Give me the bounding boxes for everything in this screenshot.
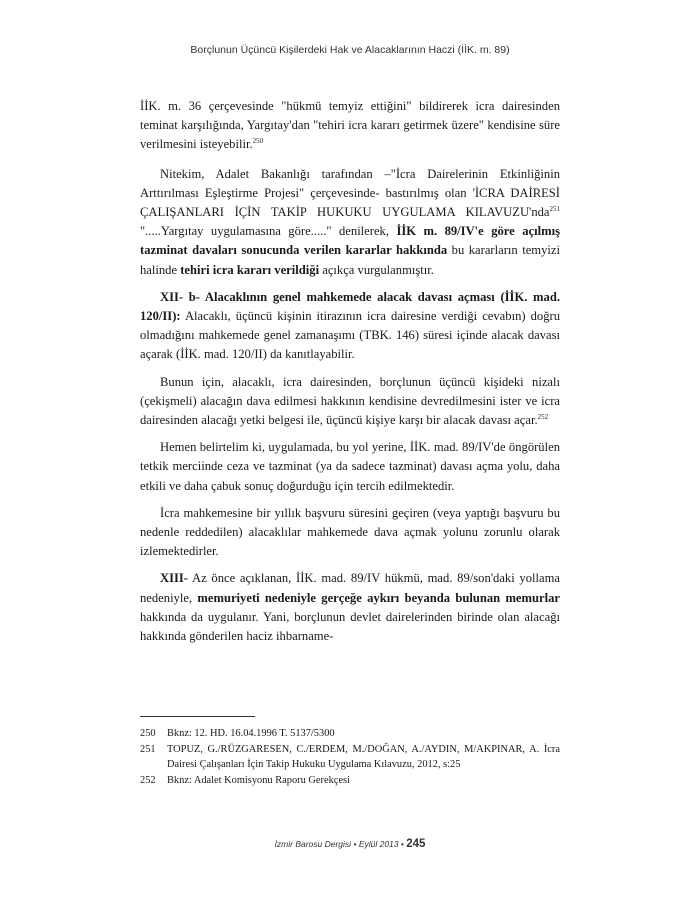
footnote-number: 250	[140, 728, 156, 739]
footnote-250	[140, 726, 560, 742]
bold-text: İİK m. 89/IV'e göre açılmış tazminat davaları sonucunda verilen kararlar hakkında	[140, 224, 560, 258]
footnote-ref[interactable]: 252	[537, 413, 549, 422]
footer-separator: •	[353, 839, 357, 849]
paragraph-4	[140, 373, 560, 431]
running-footer	[0, 838, 700, 850]
paragraph-7	[140, 569, 560, 646]
paragraph-text: İcra mahkemesine bir yıllık başvuru süresini geçiren (veya yaptığı başvuru bu nedenle reddedilen) alacaklılar mahkemede dava açmak yolunu zorunlu olarak izlemektedirler.	[140, 505, 560, 559]
paragraph-text: Bunun için, alacaklı, icra dairesinden, borçlunun üçüncü kişideki nizalı (çekişmeli) alacağın dava edilmesi hakkının kendisine devredilmesini ister ve icra dairesinden alacağı yetki belgesi ile, üçüncü kişiye karşı bir alacak davası açar.	[140, 374, 560, 428]
footnote-number: 251	[140, 743, 156, 755]
footnotes	[140, 726, 560, 788]
bold-text: memuriyeti nedeniyle gerçeğe aykırı beyanda bulunan memurlar	[197, 590, 560, 605]
footnote-text: Bknz: 12. HD. 16.04.1996 T. 5137/5300	[167, 728, 335, 739]
paragraph-text: hakkında da uygulanır. Yani, borçlunun devlet dairelerinden birinde olan alacağı hakkında gönderilen haciz ihbarname-	[140, 609, 560, 644]
footnote-251	[140, 742, 560, 773]
page-number: 245	[406, 838, 426, 850]
footnote-ref[interactable]: 250	[252, 137, 264, 146]
footnote-ref[interactable]: 251	[549, 205, 560, 214]
paragraph-text: Nitekim, Adalet Bakanlığı tarafından –"İcra Dairelerinin Etkinliğinin Arttırılması Eşleştirme Projesi" çerçevesinde- bastırılmış olan 'İCRA DAİRESİ ÇALIŞANLARI İÇİN TAKİP HUKUKU UYGULAMA KILAVUZU'nda	[140, 166, 560, 220]
body-text	[140, 97, 560, 654]
running-header: Borçlunun Üçüncü Kişilerdeki Hak ve Alacaklarının Haczi (İİK. m. 89)	[190, 44, 510, 56]
footer-separator: •	[400, 839, 404, 849]
journal-name: İzmir Barosu Dergisi	[274, 839, 352, 849]
paragraph-5	[140, 438, 560, 496]
paragraph-3	[140, 288, 560, 365]
paragraph-text: ".....Yargıtay uygulamasına göre....." denilerek,	[140, 224, 397, 239]
section-heading: XII- b- Alacaklının genel mahkemede alacak davası açması (İİK. mad. 120/II):	[140, 289, 560, 324]
paragraph-text: İİK. m. 36 çerçevesinde "hükmü temyiz ettiğini" bildirerek icra dairesinden teminat karşılığında, Yargıtay'dan "tehiri icra kararı getirmek üzere" kendisine süre verilmesini isteyebilir.	[140, 99, 560, 152]
bold-text: tehiri icra kararı verildiği	[180, 262, 320, 277]
footnote-text: Bknz: Adalet Komisyonu Raporu Gerekçesi	[167, 774, 350, 786]
footnote-number: 252	[140, 774, 156, 786]
footnote-divider	[140, 716, 255, 717]
paragraph-text: açıkça vurgulanmıştır.	[319, 262, 434, 277]
paragraph-text: Hemen belirtelim ki, uygulamada, bu yol yerine, İİK. mad. 89/IV'de öngörülen tetkik merciinde ceza ve tazminat (ya da sadece tazminat) davası açma yolu, daha etkili ve daha çabuk sonuç doğurduğu için tercih edilmektedir.	[140, 440, 560, 493]
section-heading: XIII-	[160, 571, 188, 586]
paragraph-text: Alacaklı, üçüncü kişinin itirazının icra dairesine verdiği cevabın) doğru olmadığını mahkemede genel zamanaşımı (TBK. 146) süresi içinde alacak davası açarak (İİK. mad. 120/II) da kanıtlayabilir.	[140, 309, 560, 362]
footnote-252	[140, 773, 560, 789]
paragraph-6	[140, 504, 560, 562]
paragraph-1	[140, 97, 560, 155]
issue-date: Eylül 2013	[358, 839, 399, 849]
paragraph-2	[140, 165, 560, 280]
footnote-text: TOPUZ, G./RÜZGARESEN, C./ERDEM, M./DOĞAN, A./AYDIN, M/AKPINAR, A. İcra Dairesi Çalışanları İçin Takip Hukuku Uygulama Kılavuzu, 2012, s:25	[167, 743, 560, 771]
paragraph-text: Az önce açıklanan, İİK. mad. 89/IV hükmü, mad. 89/son'daki yollama nedeniyle,	[140, 571, 560, 605]
paragraph-text: bu kararların temyizi halinde	[140, 243, 560, 277]
